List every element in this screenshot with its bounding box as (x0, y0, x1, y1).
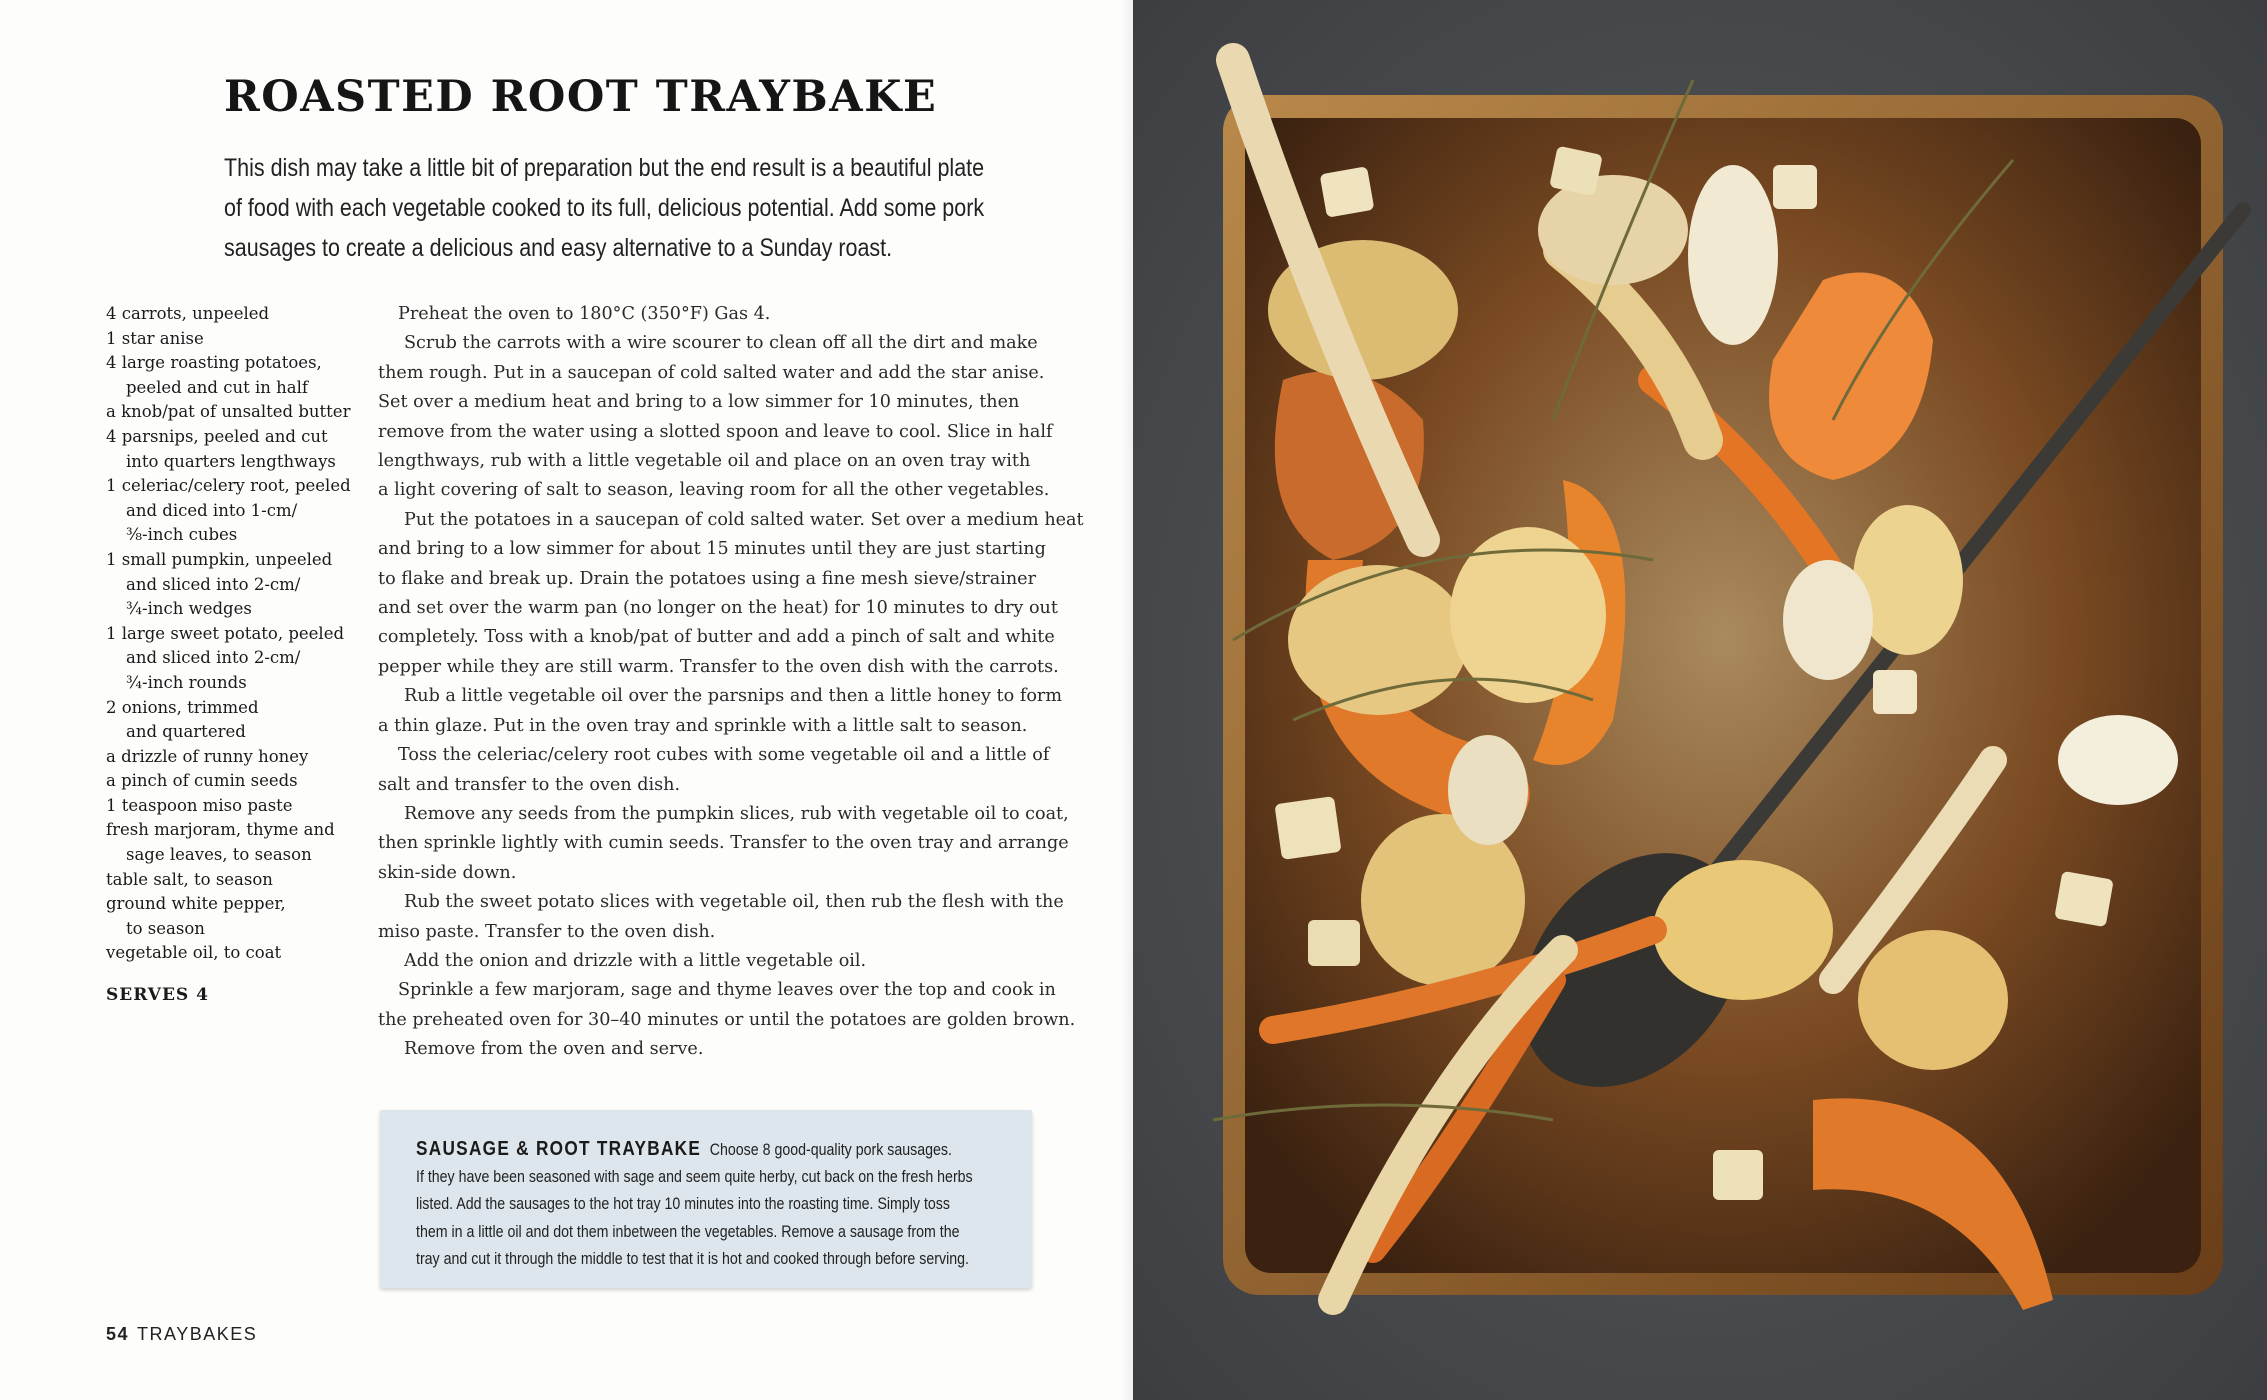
ingredient-item: a knob/pat of unsalted butter (106, 402, 351, 422)
ingredient-list (106, 302, 366, 966)
recipe-page (0, 0, 1133, 1400)
ingredient-item: vegetable oil, to coat (106, 943, 282, 963)
recipe-title: ROASTED ROOT TRAYBAKE (224, 72, 938, 122)
ingredient-item: a pinch of cumin seeds (106, 771, 298, 791)
ingredient-item: a drizzle of runny honey (106, 746, 309, 766)
ingredient-item: 1 celeriac/celery root, peeled (106, 476, 351, 496)
method-line: Sprinkle a few marjoram, sage and thyme leaves over the top and cook in (398, 980, 1056, 1001)
ingredient-item: fresh marjoram, thyme and (106, 820, 335, 840)
food-photo-illustration (1133, 0, 2267, 1400)
method-line: and bring to a low simmer for about 15 minutes until they are just starting (378, 539, 1046, 560)
ingredient-item: 4 large roasting potatoes, (106, 353, 322, 373)
celeriac-cube (1274, 796, 1341, 860)
roast-onion (1783, 560, 1873, 680)
ingredient-item: to season (126, 918, 205, 938)
roast-potato (1653, 860, 1833, 1000)
ingredient-item: into quarters lengthways (126, 451, 336, 471)
roast-potato (1858, 930, 2008, 1070)
method-line: a light covering of salt to season, leaving room for all the other vegetables. (378, 480, 1050, 501)
method-line: pepper while they are still warm. Transfer to the oven dish with the carrots. (378, 656, 1059, 677)
tip-first-line (416, 1136, 1018, 1164)
tip-line: them in a little oil and dot them inbetween the vegetables. Remove a sausage from the (416, 1222, 960, 1241)
ingredient-item: ground white pepper, (106, 894, 286, 914)
method-line: Put the potatoes in a saucepan of cold salted water. Set over a medium heat (404, 509, 1084, 530)
method-line: to flake and break up. Drain the potatoes using a fine mesh sieve/strainer (378, 568, 1036, 589)
method-line: Rub the sweet potato slices with vegetable oil, then rub the flesh with the (404, 892, 1064, 913)
page-footer (106, 1324, 257, 1345)
method-line: miso paste. Transfer to the oven dish. (378, 921, 716, 942)
ingredient-item: peeled and cut in half (126, 377, 308, 397)
method-line: then sprinkle lightly with cumin seeds. Transfer to the oven tray and arrange (378, 833, 1069, 854)
method-line: Remove from the oven and serve. (404, 1039, 704, 1060)
ingredient-item: 2 onions, trimmed (106, 697, 259, 717)
ingredient-item: 1 teaspoon miso paste (106, 795, 293, 815)
roast-potato (1288, 565, 1468, 715)
ingredient-item: 1 small pumpkin, unpeeled (106, 549, 333, 569)
celeriac-cube (1873, 670, 1917, 714)
method-line: completely. Toss with a knob/pat of butter and add a pinch of salt and white (378, 627, 1055, 648)
celeriac-cube (2054, 871, 2114, 927)
roast-onion (1448, 735, 1528, 845)
ingredient-item: ¾-inch wedges (126, 599, 252, 619)
method-line: a thin glaze. Put in the oven tray and sprinkle with a little salt to season. (378, 715, 1028, 736)
method-line: skin-side down. (378, 862, 517, 883)
ingredient-item: 1 large sweet potato, peeled (106, 623, 345, 643)
method-line: them rough. Put in a saucepan of cold salted water and add the star anise. (378, 362, 1045, 383)
celeriac-cube (1773, 165, 1817, 209)
method-line: Scrub the carrots with a wire scourer to clean off all the dirt and make (404, 333, 1038, 354)
roast-onion (2058, 715, 2178, 805)
tip-content (416, 1136, 1018, 1273)
tip-intro: Choose 8 good-quality pork sausages. (709, 1141, 952, 1159)
ingredient-item: and quartered (126, 722, 246, 742)
method-line: the preheated oven for 30–40 minutes or until the potatoes are golden brown. (378, 1009, 1076, 1030)
page-number: 54 (106, 1324, 130, 1344)
page-gutter (1120, 0, 1134, 1400)
celeriac-cube (1713, 1150, 1763, 1200)
intro-line: of food with each vegetable cooked to its full, delicious potential. Add some pork (224, 194, 985, 222)
method-line: Rub a little vegetable oil over the parsnips and then a little honey to form (404, 686, 1063, 707)
tip-box (380, 1110, 1032, 1288)
serves-label: SERVES 4 (106, 985, 209, 1005)
section-name: TRAYBAKES (137, 1324, 258, 1344)
ingredient-item: and diced into 1-cm/ (126, 500, 298, 520)
tip-line: listed. Add the sausages to the hot tray 10 minutes into the roasting time. Simply toss (416, 1195, 950, 1214)
ingredient-item: 4 carrots, unpeeled (106, 304, 270, 323)
method-line: Set over a medium heat and bring to a low simmer for 10 minutes, then (378, 392, 1020, 413)
method-line: Toss the celeriac/celery root cubes with some vegetable oil and a little of (398, 745, 1050, 766)
method-line: lengthways, rub with a little vegetable oil and place on an oven tray with (378, 451, 1031, 472)
method-line: remove from the water using a slotted spoon and leave to cool. Slice in half (378, 421, 1053, 442)
roasted-vegetable-tray-photo (1133, 0, 2267, 1400)
roast-onion (1688, 165, 1778, 345)
recipe-intro (224, 148, 1084, 268)
celeriac-cube (1308, 920, 1360, 966)
method-line: Add the onion and drizzle with a little vegetable oil. (404, 950, 867, 971)
method-line: and set over the warm pan (no longer on the heat) for 10 minutes to dry out (378, 598, 1058, 619)
ingredient-item: sage leaves, to season (126, 845, 312, 865)
ingredient-item: 1 star anise (106, 328, 204, 348)
ingredient-item: and sliced into 2-cm/ (126, 648, 301, 668)
tip-line: If they have been seasoned with sage and seem quite herby, cut back on the fresh herbs (416, 1168, 973, 1187)
ingredient-item: ⅜-inch cubes (126, 525, 238, 545)
method-line: salt and transfer to the oven dish. (378, 774, 681, 795)
intro-line: sausages to create a delicious and easy alternative to a Sunday roast. (224, 234, 893, 262)
method-line: Remove any seeds from the pumpkin slices, rub with vegetable oil to coat, (404, 803, 1069, 824)
ingredient-item: table salt, to season (106, 869, 273, 889)
celeriac-cube (1320, 166, 1375, 218)
tip-heading: SAUSAGE & ROOT TRAYBAKE (416, 1138, 702, 1160)
method-line: Preheat the oven to 180°C (350°F) Gas 4. (398, 304, 771, 324)
intro-line: This dish may take a little bit of preparation but the end result is a beautiful plate (224, 154, 985, 182)
tip-line: tray and cut it through the middle to test that it is hot and cooked through before serving. (416, 1249, 969, 1268)
method-text (378, 300, 1084, 1065)
ingredient-item: 4 parsnips, peeled and cut (106, 426, 328, 446)
ingredient-item: and sliced into 2-cm/ (126, 574, 301, 594)
ingredient-item: ¾-inch rounds (126, 672, 247, 692)
